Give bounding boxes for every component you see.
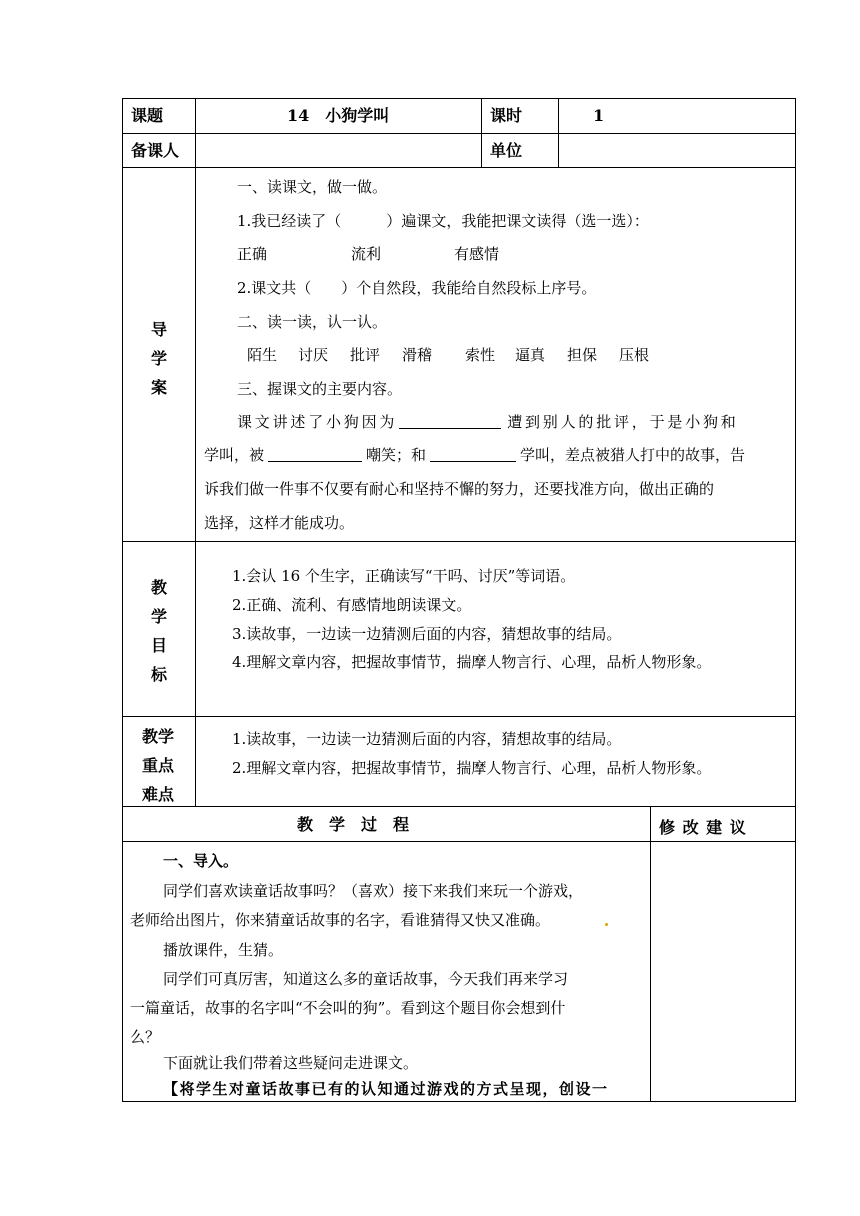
keypoint-item: 1.读故事，一边读一边猜测后面的内容，猜想故事的结局。 — [232, 730, 622, 748]
vocab-word: 索性 — [465, 346, 496, 364]
process-header: 教 学 过 程 — [297, 815, 410, 834]
topic-value: 14 小狗学叫 — [287, 106, 390, 125]
fill-in-blank — [268, 445, 362, 462]
process-heading: 一、导入。 — [163, 852, 239, 870]
guide-label-char: 导 — [151, 320, 168, 339]
process-paragraph: 同学们可真厉害，知道这么多的童话故事，今天我们再来学习 — [163, 970, 569, 988]
keypoints-label-line: 教学 — [142, 727, 175, 746]
vocab-word: 陌生 — [247, 346, 278, 364]
vocab-word: 讨厌 — [298, 346, 329, 364]
summary-segment: 遭到别人的批评，于是小狗和 — [507, 413, 739, 431]
guide-section-heading: 三、握课文的主要内容。 — [237, 380, 403, 398]
keypoints-label-line: 重点 — [142, 756, 175, 775]
process-paragraph: 么？ — [130, 1028, 161, 1046]
fill-in-blank — [430, 445, 516, 462]
objective-item: 1.会认 16 个生字，正确读写“干吗、讨厌”等词语。 — [232, 567, 576, 585]
vocab-word: 滑稽 — [402, 346, 433, 364]
summary-segment: 学叫，被 — [204, 446, 265, 464]
guide-question: 1.我已经读了（ ）遍课文，我能把课文读得（选一选）： — [237, 212, 649, 230]
fill-in-blank — [399, 412, 501, 429]
period-value: 1 — [593, 106, 605, 125]
vocab-word: 逼真 — [515, 346, 546, 364]
guide-section-heading: 一、读课文，做一做。 — [237, 178, 388, 196]
header-column-divider — [558, 98, 559, 168]
guide-question: 2.课文共（ ）个自然段，我能给自然段标上序号。 — [237, 279, 597, 297]
guide-section-heading: 二、读一读，认一认。 — [237, 313, 388, 331]
vocab-word: 批评 — [350, 346, 381, 364]
table-border-bottom — [122, 1101, 796, 1102]
process-paragraph: 下面就让我们带着这些疑问走进课文。 — [163, 1054, 419, 1072]
row-divider — [122, 806, 796, 807]
table-border-top — [122, 98, 796, 99]
keypoint-item: 2.理解文章内容，把握故事情节，揣摩人物言行、心理，品析人物形象。 — [232, 759, 712, 777]
label-column-divider — [195, 98, 196, 807]
header-column-divider — [481, 98, 482, 168]
guide-label-char: 学 — [151, 349, 168, 368]
process-paragraph: 同学们喜欢读童话故事吗？（喜欢）接下来我们来玩一个游戏， — [163, 882, 584, 900]
objective-item: 3.读故事，一边读一边猜测后面的内容，猜想故事的结局。 — [232, 625, 622, 643]
row-divider — [122, 167, 796, 168]
unit-label: 单位 — [490, 141, 523, 160]
objectives-label-char: 标 — [151, 665, 168, 684]
summary-segment: 课文讲述了小狗因为 — [237, 413, 398, 431]
reading-option: 有感情 — [454, 245, 500, 263]
suggest-column-divider — [650, 806, 651, 1102]
reading-option: 正确 — [237, 245, 268, 263]
vocab-word: 担保 — [567, 346, 598, 364]
process-paragraph: 一篇童话，故事的名字叫“不会叫的狗”。看到这个题目你会想到什 — [130, 999, 566, 1017]
topic-label: 课题 — [131, 106, 164, 125]
row-divider — [122, 541, 796, 542]
objectives-label-char: 目 — [151, 636, 168, 655]
process-paragraph: 播放课件，生猜。 — [163, 941, 284, 959]
table-border-left — [122, 98, 123, 1102]
keypoints-label-line: 难点 — [142, 785, 175, 804]
period-label: 课时 — [490, 106, 523, 125]
objective-item: 4.理解文章内容，把握故事情节，揣摩人物言行、心理，品析人物形象。 — [232, 653, 712, 671]
objectives-label-char: 教 — [151, 578, 168, 597]
process-paragraph: 老师给出图片，你来猜童话故事的名字，看谁猜得又快又准确。 — [130, 911, 551, 929]
suggestion-header: 修 改 建 议 — [659, 818, 747, 837]
reading-option: 流利 — [351, 245, 382, 263]
table-border-right — [795, 98, 796, 1102]
guide-label-char: 案 — [151, 378, 168, 397]
row-divider — [122, 841, 796, 842]
summary-text: 诉我们做一件事不仅要有耐心和坚持不懈的努力，还要找准方向，做出正确的 — [204, 480, 715, 498]
summary-segment: 嘲笑；和 — [366, 446, 427, 464]
summary-segment: 学叫，差点被猎人打中的故事，告 — [520, 446, 746, 464]
design-note: 【将学生对童话故事已有的认知通过游戏的方式呈现，创设一 — [163, 1080, 609, 1098]
objective-item: 2.正确、流利、有感情地朗读课文。 — [232, 596, 472, 614]
vocab-word: 压根 — [619, 346, 650, 364]
summary-text: 选择，这样才能成功。 — [204, 514, 355, 532]
preparer-label: 备课人 — [131, 141, 180, 160]
summary-text — [204, 445, 745, 465]
row-divider — [122, 133, 796, 134]
summary-text — [237, 412, 739, 432]
ink-mark — [605, 923, 608, 926]
row-divider — [122, 716, 796, 717]
objectives-label-char: 学 — [151, 607, 168, 626]
